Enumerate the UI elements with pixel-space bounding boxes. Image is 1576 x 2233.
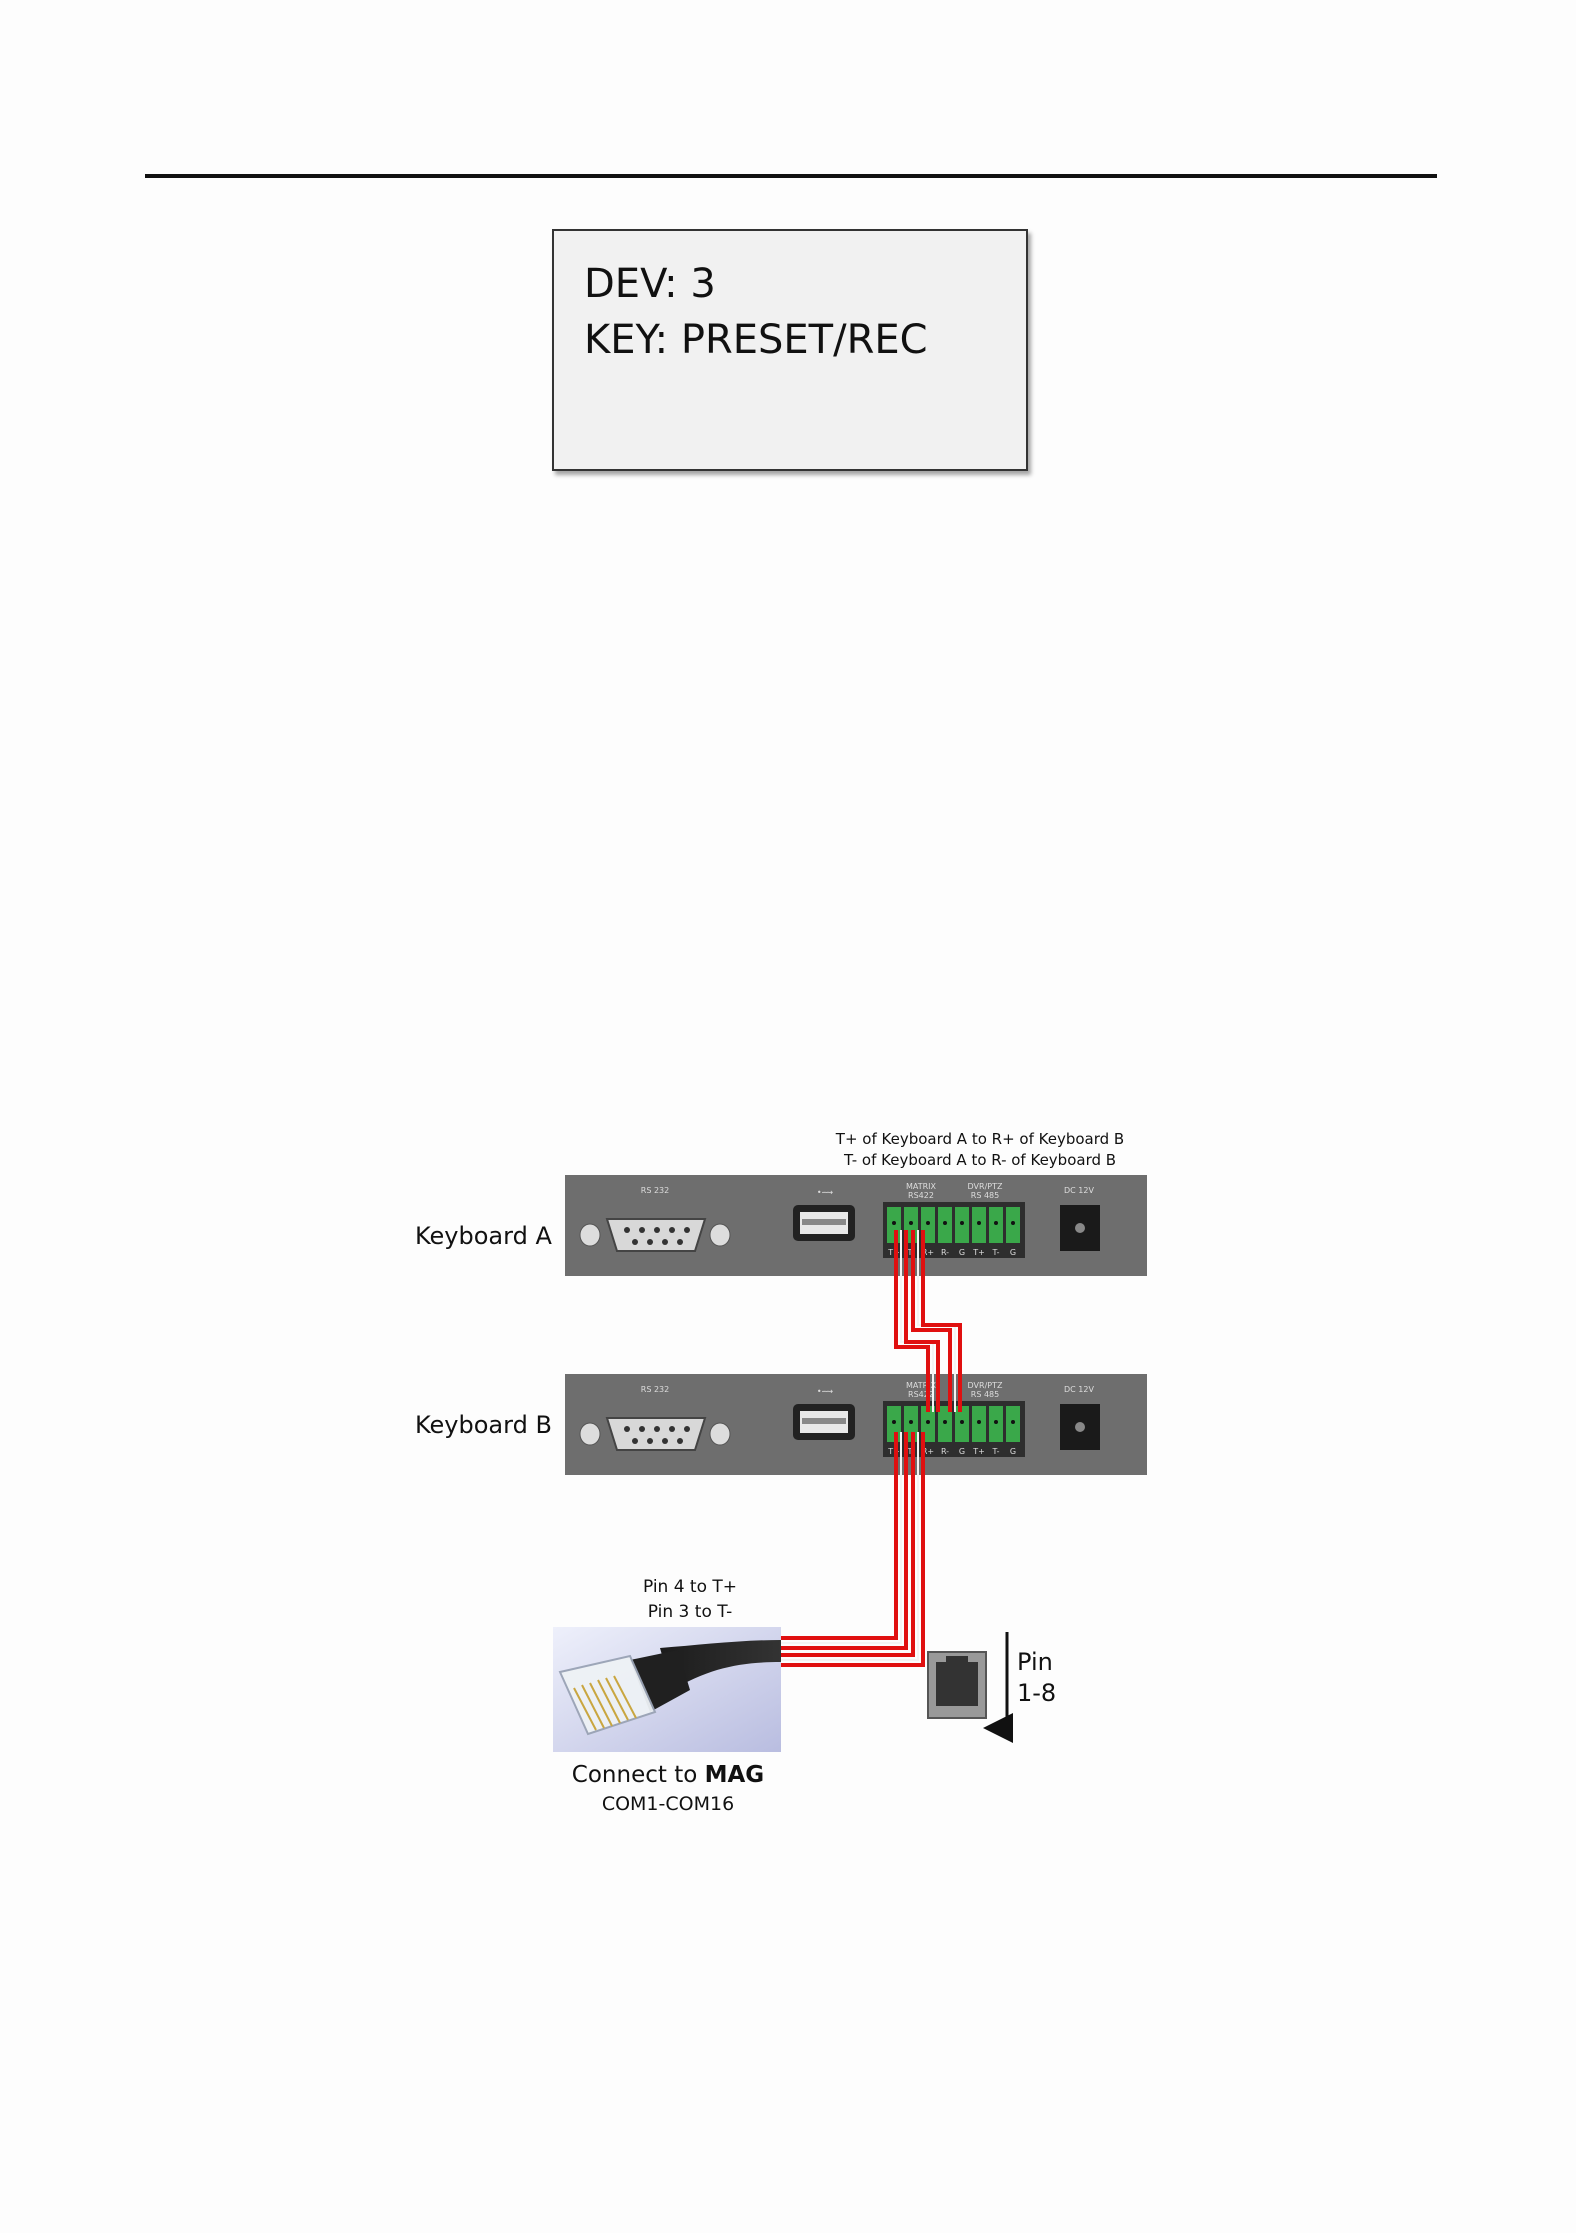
pin-note-line1: Pin 4 to T+ (642, 1577, 738, 1597)
svg-text:DVR/PTZ: DVR/PTZ (967, 1182, 1003, 1191)
svg-text:MATRIX: MATRIX (905, 1381, 937, 1390)
lcd-key-line: KEY: PRESET/REC (584, 317, 928, 363)
svg-text:RS422: RS422 (908, 1390, 934, 1399)
rs232-label: RS 232 (640, 1385, 670, 1394)
svg-text:G: G (1009, 1248, 1017, 1257)
svg-text:R+: R+ (921, 1248, 935, 1257)
svg-text:T+: T+ (973, 1248, 985, 1257)
svg-text:DVR/PTZ: DVR/PTZ (967, 1381, 1003, 1390)
svg-text:T+: T+ (973, 1447, 985, 1456)
svg-text:RS422: RS422 (908, 1191, 934, 1200)
note-top-line1: T+ of Keyboard A to R+ of Keyboard B (835, 1130, 1125, 1148)
keyboard-a-label: Keyboard A (415, 1222, 552, 1250)
connect-label: Connect to MAG (571, 1762, 765, 1788)
svg-text:R-: R- (940, 1447, 950, 1456)
pin-note-line2: Pin 3 to T- (647, 1602, 733, 1622)
svg-text:R+: R+ (921, 1447, 935, 1456)
svg-text:T+: T+ (888, 1447, 900, 1456)
svg-text:G: G (958, 1248, 966, 1257)
lcd-device-line: DEV: 3 (584, 261, 716, 307)
svg-text:G: G (958, 1447, 966, 1456)
svg-text:•⟿: •⟿ (816, 1188, 834, 1197)
keyboard-b-label: Keyboard B (415, 1411, 552, 1439)
rs232-label: RS 232 (640, 1186, 670, 1195)
svg-text:RS 485: RS 485 (970, 1390, 1000, 1399)
svg-text:RS 485: RS 485 (970, 1191, 1000, 1200)
note-top-line2: T- of Keyboard A to R- of Keyboard B (843, 1151, 1117, 1169)
svg-text:T-: T- (907, 1248, 915, 1257)
pin-label-line1: Pin (1017, 1648, 1053, 1676)
svg-text:T-: T- (992, 1447, 1000, 1456)
svg-text:T-: T- (907, 1447, 915, 1456)
rj45-socket-icon (928, 1652, 986, 1718)
keyboard-b-panel (565, 1374, 1147, 1475)
connect-sub-label: COM1-COM16 (601, 1793, 735, 1815)
svg-text:•⟿: •⟿ (816, 1387, 834, 1396)
svg-text:T+: T+ (888, 1248, 900, 1257)
svg-text:T-: T- (992, 1248, 1000, 1257)
svg-text:R-: R- (940, 1248, 950, 1257)
pin-label-line2: 1-8 (1017, 1679, 1057, 1707)
svg-text:DC 12V: DC 12V (1064, 1186, 1094, 1195)
svg-text:MATRIX: MATRIX (905, 1182, 937, 1191)
rj45-plug-image (553, 1627, 781, 1752)
svg-text:DC 12V: DC 12V (1064, 1385, 1094, 1394)
keyboard-a-panel (565, 1175, 1147, 1276)
svg-text:G: G (1009, 1447, 1017, 1456)
